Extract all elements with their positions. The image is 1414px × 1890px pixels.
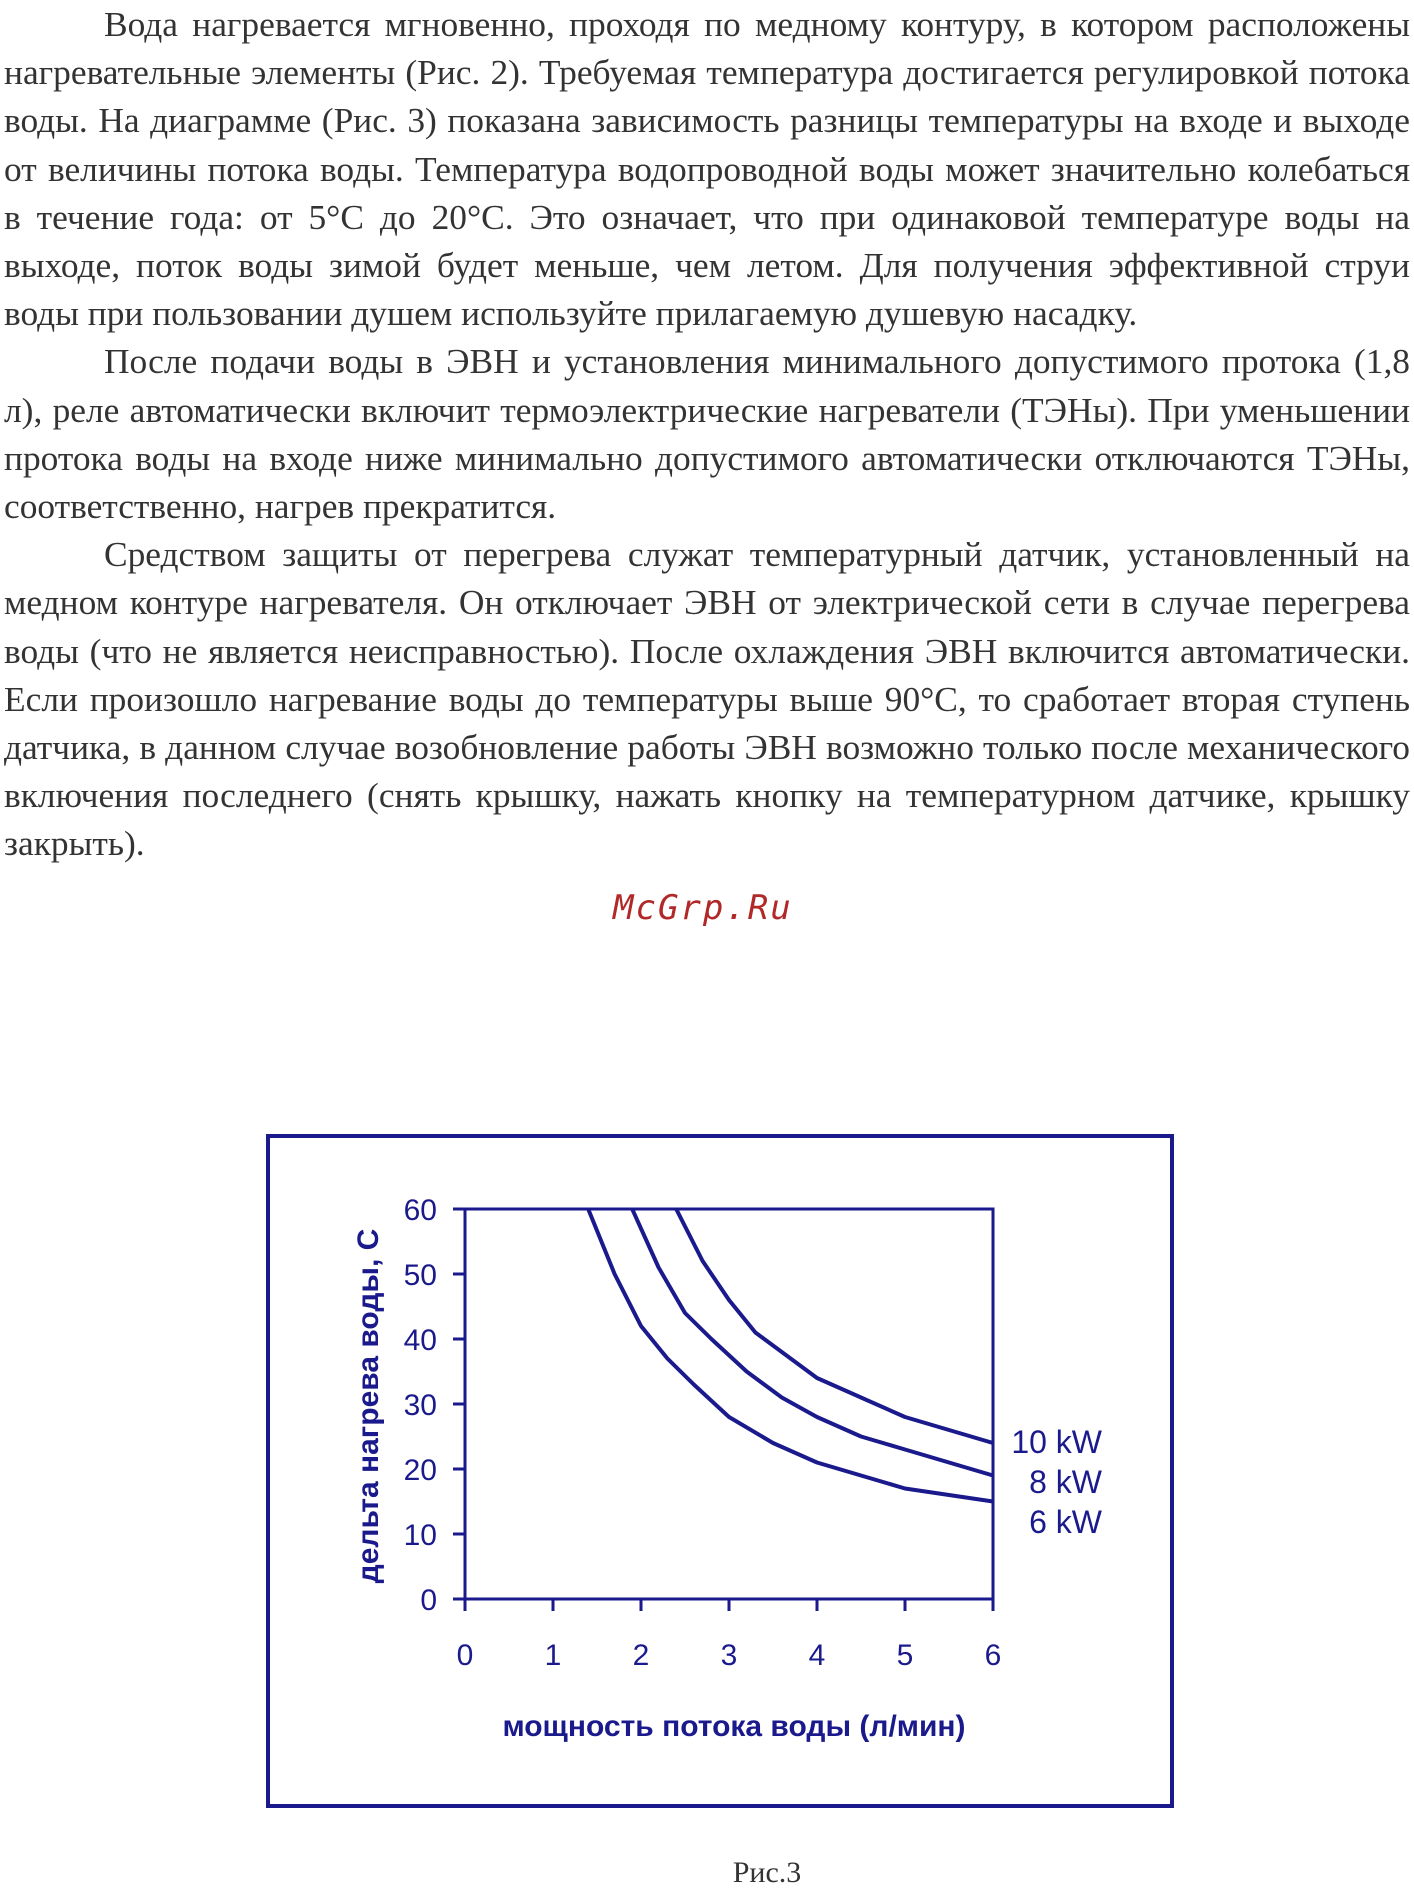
y-tick-label: 30 [403, 1389, 437, 1422]
y-tick-label: 0 [420, 1584, 437, 1617]
series-label-10-kw: 10 kW [1011, 1424, 1102, 1460]
x-tick-label: 2 [632, 1639, 650, 1672]
paragraph-3: Средством защиты от перегрева служат температурный датчик, установленный на медном контуре нагревателя. Он отключает ЭВН от электрической сети в случае перегрева воды (что не является неисправностью). После охлаждения ЭВН включится автоматически. Если произошло нагревание воды до температуры выше 90°С, то сработает вторая ступень датчика, в данном случае возобновление работы ЭВН возможно только после механического включения последнего (снять крышку, нажать кнопку на температурном датчике, крышку закрыть). [4, 534, 1410, 864]
series-label-6-kw: 6 kW [1029, 1504, 1102, 1540]
x-tick-label: 3 [720, 1639, 738, 1672]
y-tick-label: 40 [403, 1324, 437, 1357]
y-axis-label: дельта нагрева воды, С [352, 1228, 385, 1584]
paragraph-2: После подачи воды в ЭВН и установления минимального допустимого протока (1,8 л), реле автоматически включит термоэлектрические нагреватели (ТЭНы). При уменьшении протока воды на входе ниже минимально допустимого автоматически отключаются ТЭНы, соответственно, нагрев прекратится. [4, 341, 1410, 527]
series-line-10-kw [676, 1209, 993, 1443]
watermark-logo: McGrp.Ru [613, 888, 793, 928]
x-axis-label: мощность потока воды (л/мин) [502, 1710, 966, 1743]
y-tick-label: 10 [403, 1519, 437, 1552]
series-label-8-kw: 8 kW [1029, 1464, 1102, 1500]
plot-area [465, 1209, 993, 1599]
x-tick-label: 1 [544, 1639, 562, 1672]
y-tick-label: 60 [403, 1194, 437, 1227]
figure-caption: Рис.3 [732, 1856, 802, 1889]
x-tick-label: 6 [984, 1639, 1002, 1672]
x-tick-label: 4 [808, 1639, 826, 1672]
y-tick-label: 20 [403, 1454, 437, 1487]
x-tick-label: 0 [456, 1639, 474, 1672]
y-tick-label: 50 [403, 1259, 437, 1292]
series-line-8-kw [632, 1209, 993, 1476]
paragraph-1: Вода нагревается мгновенно, проходя по медному контуру, в котором расположены нагревательные элементы (Рис. 2). Требуемая температура достигается регулировкой потока воды. На диаграмме (Рис. 3) показана зависимость разницы температуры на входе и выходе от величины потока воды. Температура водопроводной воды может значительно колебаться в течение года: от 5°С до 20°С. Это означает, что при одинаковой температуре воды на выходе, поток воды зимой будет меньше, чем летом. Для получения эффективной струи воды при пользовании душем используйте прилагаемую душевую насадку. [4, 4, 1410, 334]
x-tick-label: 5 [896, 1639, 914, 1672]
